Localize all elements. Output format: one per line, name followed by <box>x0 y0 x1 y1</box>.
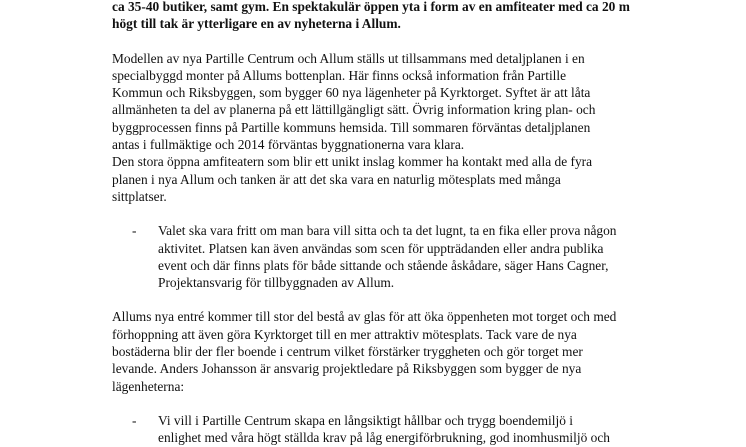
text-line: Den stora öppna amfiteatern som blir ett unikt inslag kommer ha kontakt med alla de fyra <box>112 154 593 170</box>
text-line: allmänheten ta del av planerna på ett lättillgängligt sätt. Övrig information kring plan- och <box>112 102 596 118</box>
text-line: Modellen av nya Partille Centrum och Allum ställs ut tillsammans med detaljplanen i en <box>112 50 585 66</box>
text-line: levande. Anders Johansson är ansvarig projektledare på Riksbyggen som bygger de nya <box>112 361 582 377</box>
text-line: ca 35-40 butiker, samt gym. En spektakulär öppen yta i form av en amfiteater med ca 20 m <box>112 0 630 14</box>
paragraph-spacer <box>112 291 642 308</box>
text-line: byggprocessen finns på Partille kommuns hemsida. Till sommaren förväntas detaljplanen <box>112 119 591 135</box>
text-line: Projektansvarig för tillbyggnaden av Allum. <box>158 275 395 291</box>
paragraph-spacer <box>112 33 642 50</box>
text-line: högt till tak är ytterligare en av nyheterna i Allum. <box>112 16 401 32</box>
text-line: antas i fullmäktige och 2014 förväntas byggnationerna vara klara. <box>112 137 465 153</box>
intro-bold-paragraph <box>112 0 642 33</box>
text-line: Kommun och Riksbyggen, som bygger 60 nya lägenheter på Kyrktorget. Syftet är att låta <box>112 85 591 101</box>
bullet-dash: - <box>132 412 137 428</box>
text-line: förhoppning att även göra Kyrktorget till en mer attraktiv mötesplats. Tack vare de nya <box>112 326 577 342</box>
document-page <box>112 0 642 447</box>
text-line: sittplatser. <box>112 188 167 204</box>
text-line: planen i nya Allum och tanken är att det ska vara en naturlig mötesplats med många <box>112 171 561 187</box>
text-line: event och där finns plats för både sittande och stående åskådare, säger Hans Cagner, <box>158 257 609 273</box>
paragraph-spacer <box>112 205 642 222</box>
paragraph-spacer <box>112 395 642 412</box>
text-line: aktivitet. Platsen kan även användas som scen för uppträdanden eller andra publika <box>158 240 604 256</box>
quote-bullet-johansson <box>112 412 642 447</box>
bullet-dash: - <box>132 223 137 239</box>
text-line: Vi vill i Partille Centrum skapa en långsiktigt hållbar och trygg boendemiljö i <box>158 412 573 428</box>
text-line: Valet ska vara fritt om man bara vill sitta och ta det lugnt, ta en fika eller prova någon <box>158 223 617 239</box>
model-paragraph <box>112 50 642 206</box>
text-line: enlighet med våra högt ställda krav på låg energiförbrukning, god inomhusmiljö och <box>158 430 610 446</box>
quote-bullet-cagner <box>112 222 642 291</box>
text-line: specialbyggd monter på Allums bottenplan. Här finns också information från Partille <box>112 67 567 83</box>
text-line: Allums nya entré kommer till stor del bestå av glas för att öka öppenheten mot torget och med <box>112 309 617 325</box>
text-line: bostäderna blir der fler boende i centrum vilket förstärker tryggheten och gör torget mer <box>112 344 583 360</box>
text-line: lägenheterna: <box>112 378 185 394</box>
entrance-paragraph <box>112 308 642 394</box>
